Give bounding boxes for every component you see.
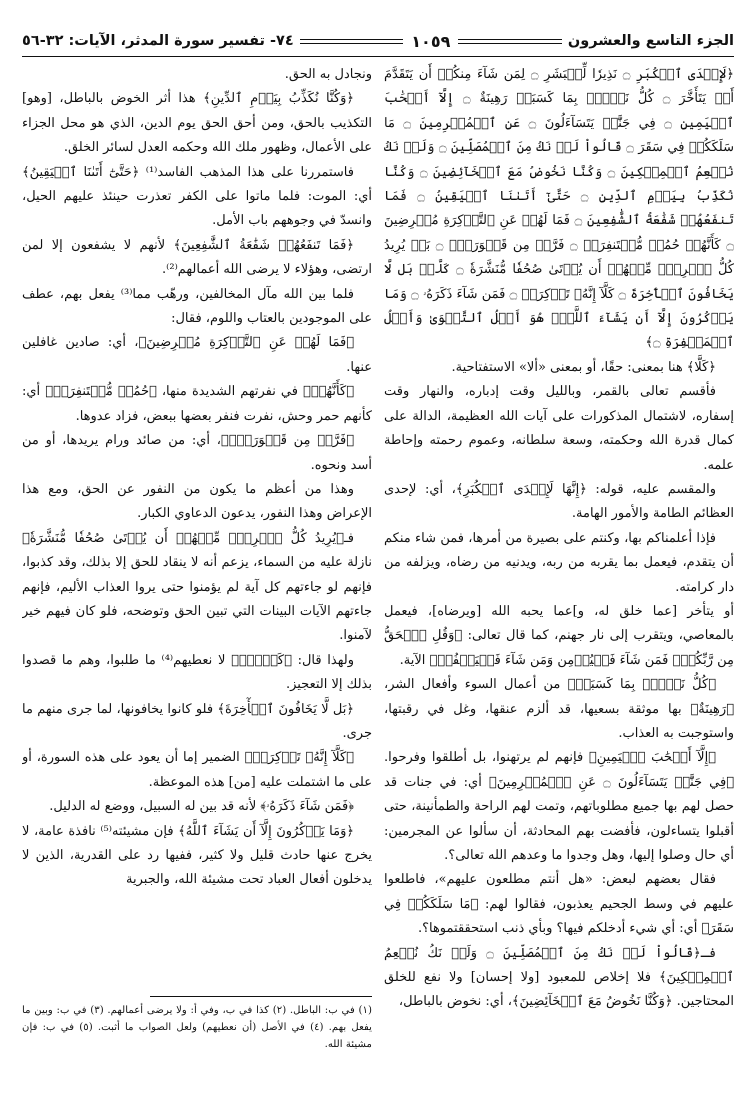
header-underline	[22, 56, 734, 57]
left-column-paragraph: ﴿وَمَا يَذۡكُرُونَ إِلَّآ أَن يَشَآءَ ٱللَّهُ﴾ فإن مشيئته⁽⁵⁾ نافذة عامة، لا يخرج عنها حادث قليل ولا كثير، ففيها رد على القدرية، الذين لا يدخلون أفعال العباد تحت مشيئة الله، والجبرية	[22, 823, 372, 888]
header-rule-right	[458, 39, 562, 44]
right-column-paragraph: ﴿إِلَّآ أَصۡحَٰبَ ٱلۡيَمِينِ﴾ فإنهم لم يرتهنوا، بل أطلقوا وفرحوا. ﴿فِي جَنَّٰتٖ يَتَسَآءَلُونَ ۝ عَنِ ٱلۡمُجۡرِمِينَ﴾ أي: في جنات قد حصل لهم بها جميع مطلوباتهم، وتمت لهم الراحة والطمأنينة، حتى أقبلوا يتساءلون، فأفضت بهم المحادثة، أن سألوا عن المجرمين: أي حال وصلوا إليها، وهل وجدوا ما وعدهم الله تعالى؟.	[384, 750, 735, 863]
footnote-line: (١) في ب: الباطل. (٢) كذا في ب، وفي أ: ولا يرضى أعمالهم. (٣) في ب: وبين ما يفعل بهم. (٤) في الأصل (أن نعطيهم) ولعل الصواب ما أثبت. (٥) في ب: فإن مشيئة الله.	[22, 1005, 373, 1050]
header-rule-left	[300, 39, 404, 44]
left-column-paragraph: فلما بين الله مآل المخالفين، ورهّب مما⁽³⁾ يفعل بهم، عطف على الموجودين بالعتاب واللوم، فقال:	[22, 286, 372, 327]
surah-title: ٧٤- تفسير سورة المدثر، الآيات: ٣٢-٥٦	[22, 33, 294, 49]
page-header	[22, 28, 734, 54]
footnote-separator	[150, 996, 372, 997]
left-column-paragraph: ﴿وَكُنَّا نُكَذِّبُ بِيَوۡمِ ٱلدِّينِ﴾ هذا أثر الخوض بالباطل، [وهو] التكذيب بالحق، ومن أحق الحق يوم الدين، الذي هو محل الجزاء على الأعمال، وظهور ملك الله وحكمه العدل لسائر الخلق.	[22, 91, 372, 156]
left-column-paragraph: وهذا من أعظم ما يكون من النفور عن الحق، ومع هذا الإعراض وهذا النفور، يدعون الدعاوي الكبار.	[22, 481, 372, 522]
left-column-paragraph: ﴿كَلَّآ إِنَّهُۥ تَذۡكِرَةٞ﴾ الضمير إما أن يعود على هذه السورة، أو على ما اشتملت عليه [من] هذه الموعظة.	[22, 750, 372, 790]
right-column-paragraph: ﴿لَإِحۡدَى ٱلۡكُبَرِ ۝ نَذِيرٗا لِّلۡبَشَرِ ۝ لِمَن شَآءَ مِنكُمۡ أَن يَتَقَدَّمَ أَوۡ يَتَأَخَّرَ ۝ كُلُّ نَفۡسِۭ بِمَا كَسَبَتۡ رَهِينَةٌ ۝ إِلَّآ أَصۡحَٰبَ ٱلۡيَمِينِ ۝ فِي جَنَّٰتٖ يَتَسَآءَلُونَ ۝ عَنِ ٱلۡمُجۡرِمِينَ ۝ مَا سَلَكَكُمۡ فِي سَقَرَ ۝ قَالُواْ لَمۡ نَكُ مِنَ ٱلۡمُصَلِّينَ ۝ وَلَمۡ نَكُ نُطۡعِمُ ٱلۡمِسۡكِينَ ۝ وَكُنَّا نَخُوضُ مَعَ ٱلۡخَآئِضِينَ ۝ وَكُنَّا نُكَذِّبُ بِيَوۡمِ ٱلدِّينِ ۝ حَتَّىٰٓ أَتَىٰنَا ٱلۡيَقِينُ ۝ فَمَا تَنفَعُهُمۡ شَفَٰعَةُ ٱلشَّٰفِعِينَ ۝ فَمَا لَهُمۡ عَنِ ٱلتَّذۡكِرَةِ مُعۡرِضِينَ ۝ كَأَنَّهُمۡ حُمُرٞ مُّسۡتَنفِرَةٞ ۝ فَرَّتۡ مِن قَسۡوَرَةِۭ ۝ بَلۡ يُرِيدُ كُلُّ ٱمۡرِيٕٖ مِّنۡهُمۡ أَن يُؤۡتَىٰ صُحُفٗا مُّنَشَّرَةٗ ۝ كَلَّاۖ بَل لَّا يَخَافُونَ ٱلۡأٓخِرَةَ ۝ كَلَّآ إِنَّهُۥ تَذۡكِرَةٞ ۝ فَمَن شَآءَ ذَكَرَهُۥ ۝ وَمَا يَذۡكُرُونَ إِلَّآ أَن يَشَآءَ ٱللَّهُۚ هُوَ أَهۡلُ ٱلتَّقۡوَىٰ وَأَهۡلُ ٱلۡمَغۡفِرَةِ ۝﴾	[384, 67, 735, 351]
right-column-paragraph: فإذا أعلمناكم بها، وكنتم على بصيرة من أمرها، فمن شاء منكم أن يتقدم، فيعمل بما يقربه من ربه، ويدنيه من رضاه، ويزلفه من دار كرامته.	[384, 530, 734, 595]
right-column-paragraph: ﴿كَلَّا﴾ هنا بمعنى: حقًا، أو بمعنى «ألا» الاستفتاحية.	[451, 359, 716, 375]
left-column-paragraph: ﴿بَل لَّا يَخَافُونَ ٱلۡأٓخِرَةَ﴾ فلو كانوا يخافونها، لما جرى منهم ما جرى.	[22, 701, 372, 741]
right-column-paragraph: أو يتأخر [عما خلق له، و]عما يحبه الله [ويرضاه]، فيعمل بالمعاصي، ويتقرب إلى نار جهنم، كما قال تعالى: ﴿وَقُلِ ٱلۡحَقُّ مِن رَّبِّكُمۡۖ فَمَن شَآءَ فَلۡيُؤۡمِن وَمَن شَآءَ فَلۡيَكۡفُرۡ﴾ الآية.	[384, 603, 734, 668]
right-column-paragraph: فقال بعضهم لبعض: «هل أنتم مطلعون عليهم»، فاطلعوا عليهم في وسط الجحيم يعذبون، فقالوا لهم: ﴿مَا سَلَكَكُمۡ فِي سَقَرَ﴾ أي: أي شيء أدخلكم فيها؟ وبأي ذنب استحققتموها؟.	[384, 872, 734, 937]
left-column	[22, 63, 372, 987]
left-column-paragraph: فاستمررنا على هذا المذهب الفاسد⁽¹⁾ ﴿حَتَّىٰٓ أَتَىٰنَا ٱلۡيَقِينُ﴾ أي: الموت: فلما ماتوا على الكفر تعذرت حينئذ عليهم الحيل، وانسدّ في وجوههم باب الأمل.	[22, 164, 372, 229]
left-column-paragraph: ﴿فَمَن شَآءَ ذَكَرَهُۥ﴾ لأنه قد بين له السبيل، ووضع له الدليل.	[49, 799, 354, 815]
part-title: الجزء التاسع والعشرون	[567, 33, 734, 49]
left-column-paragraph: ﴿فَمَا لَهُمۡ عَنِ ٱلتَّذۡكِرَةِ مُعۡرِضِينَ﴾، أي: صادين غافلين عنها.	[22, 335, 372, 375]
right-column-paragraph: فأقسم تعالى بالقمر، وبالليل وقت إدباره، والنهار وقت إسفاره، لاشتمال المذكورات على آيات الله العظيمة، الدالة على كمال قدرة الله وحكمته، وسعة سلطانه، وعموم رحمته وإحاطة علمه.	[384, 384, 734, 473]
left-column-paragraph: فـ﴿يُرِيدُ كُلُّ ٱمۡرِيٕٖ مِّنۡهُمۡ أَن يُؤۡتَىٰ صُحُفٗا مُّنَشَّرَةٗ﴾ نازلة عليه من السماء، يزعم أنه لا ينقاد للحق إلا بذلك، وقد كذبوا، فإنهم لو جاءتهم كل آية لم يؤمنوا حتى يروا العذاب الأليم، فإنهم جاءتهم الآيات البينات التي تبين الحق وتوضحه، فلو كان فيهم خير لآمنوا.	[22, 530, 372, 644]
right-column-paragraph: ﴿كُلُّ نَفۡسِۭ بِمَا كَسَبَتۡ﴾ من أعمال السوء وأفعال الشر، ﴿رَهِينَةٌ﴾ بها موثقة بسعيها، قد ألزم عنقها، وغل في رقبتها، واستوجبت به العذاب.	[384, 677, 734, 741]
right-column	[384, 63, 734, 1015]
left-column-paragraph: ونجادل به الحق.	[284, 67, 372, 82]
left-column-paragraph: ﴿كَأَنَّهُمۡ﴾ في نفرتهم الشديدة منها، ﴿حُمُرٞ مُّسۡتَنفِرَةٞ﴾ أي: كأنهم حمر وحش، نفرت فنفر بعضها ببعض، فزاد عدوها.	[22, 384, 372, 424]
page-number: ١٠٥٩	[411, 31, 451, 51]
left-column-paragraph: ﴿فَمَا تَنفَعُهُمۡ شَفَٰعَةُ ٱلشَّٰفِعِينَ﴾ لأنهم لا يشفعون إلا لمن ارتضى، وهؤلاء لا يرضى الله أعمالهم⁽²⁾.	[22, 237, 372, 278]
left-column-paragraph: ولهذا قال: ﴿كَلَّاۖ﴾ لا نعطيهم⁽⁴⁾ ما طلبوا، وهم ما قصدوا بذلك إلا التعجيز.	[22, 652, 372, 693]
footnotes	[22, 1002, 372, 1053]
right-column-paragraph: والمقسم عليه، قوله: ﴿إِنَّهَا لَإِحۡدَى ٱلۡكُبَرِ﴾، أي: لإحدى العظائم الطامة والأمور الهامة.	[384, 481, 734, 522]
right-column-paragraph: فـ﴿قَالُواْ لَمۡ نَكُ مِنَ ٱلۡمُصَلِّينَ ۝ وَلَمۡ نَكُ نُطۡعِمُ ٱلۡمِسۡكِينَ﴾ فلا إخلاص للمعبود [ولا إحسان] ولا نفع للخلق المحتاجين. ﴿وَكُنَّا نَخُوضُ مَعَ ٱلۡخَآئِضِينَ﴾، أي: نخوض بالباطل،	[384, 945, 734, 1010]
left-column-paragraph: ﴿فَرَّتۡ مِن قَسۡوَرَةِۭ﴾، أي: من صائد ورام يريدها، أو من أسد ونحوه.	[22, 433, 372, 473]
